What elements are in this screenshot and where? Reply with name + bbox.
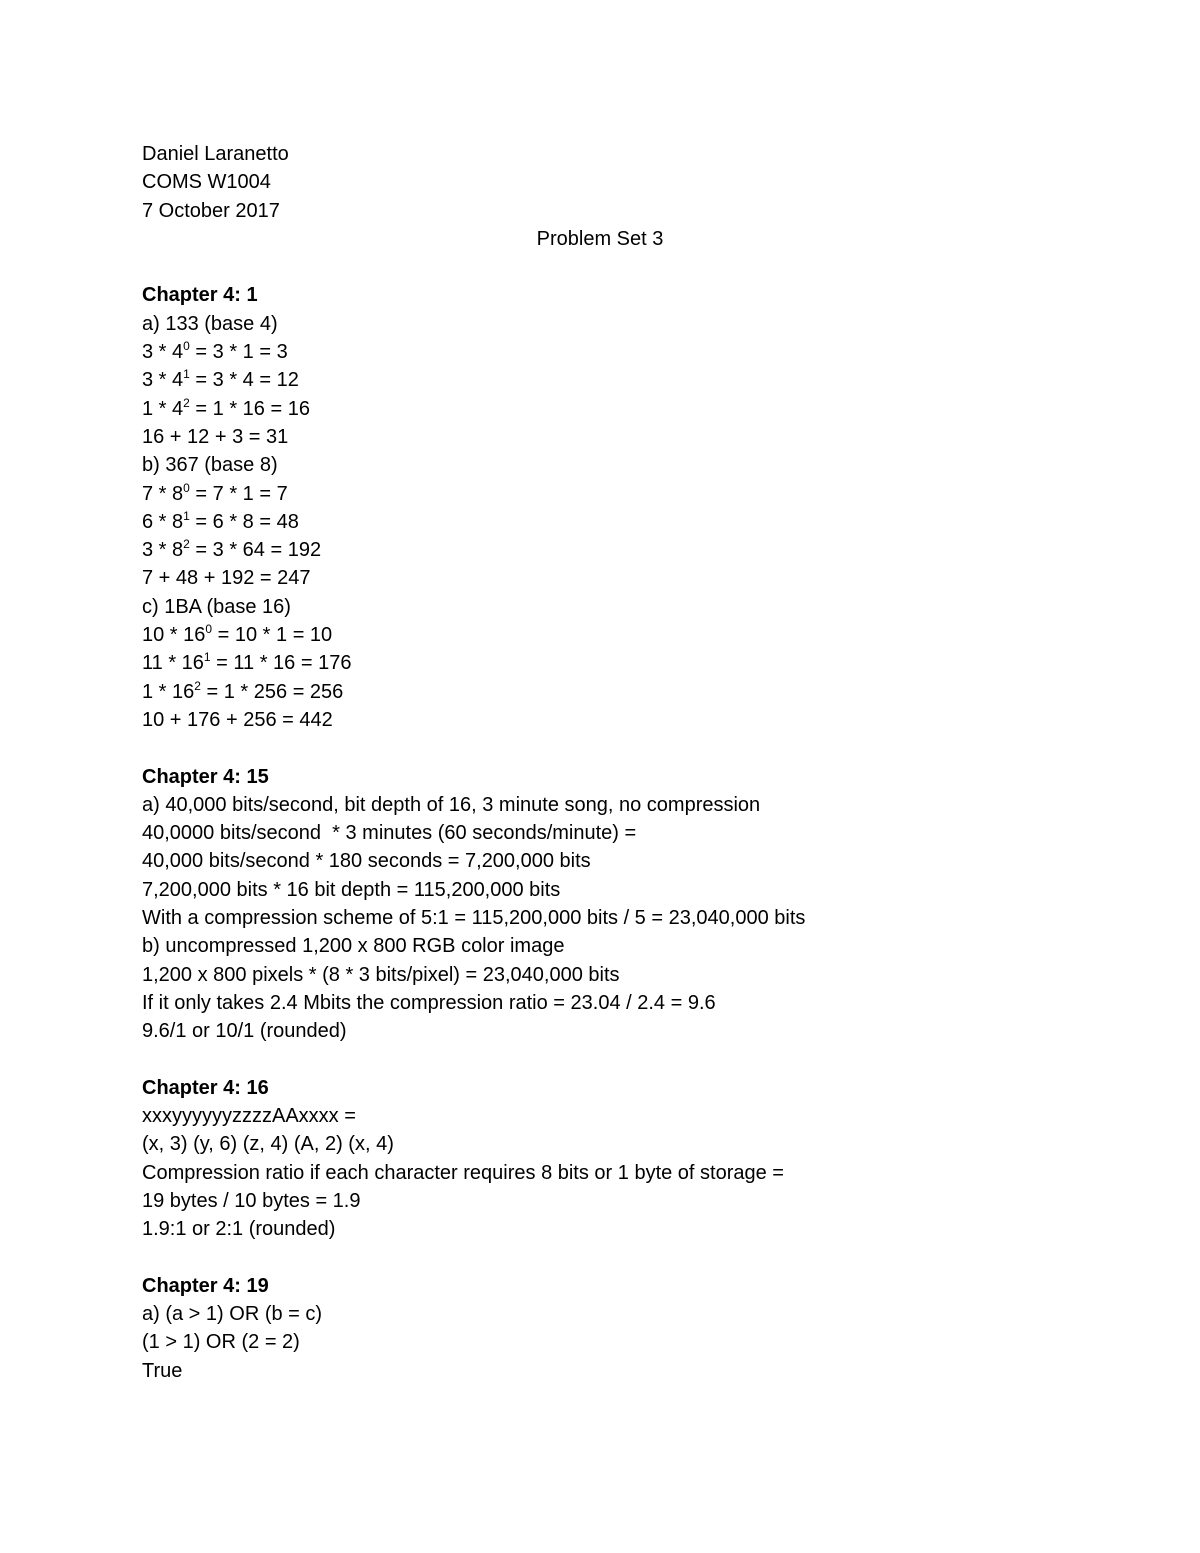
text-line [142, 1187, 1042, 1215]
text-line [142, 961, 1042, 989]
text-line [142, 480, 1042, 508]
line-text: If it only takes 2.4 Mbits the compression ratio = 23.04 / 2.4 = 9.6 [142, 991, 716, 1014]
text-line [142, 564, 1042, 592]
text-line [142, 819, 1042, 847]
line-text: 3 * 8 [142, 539, 184, 562]
exponent: 1 [183, 367, 190, 382]
text-line [142, 593, 1042, 621]
line-text: = 11 * 16 = 176 [210, 652, 352, 675]
text-line [142, 904, 1042, 932]
line-text: 7,200,000 bits * 16 bit depth = 115,200,000 bits [142, 878, 561, 901]
line-text: 1.9:1 or 2:1 (rounded) [142, 1218, 336, 1241]
line-text: 16 + 12 + 3 = 31 [142, 425, 289, 448]
text-line [142, 678, 1042, 706]
line-text: 9.6/1 or 10/1 (rounded) [142, 1020, 347, 1043]
line-text: 19 bytes / 10 bytes = 1.9 [142, 1189, 361, 1212]
line-text: a) (a > 1) OR (b = c) [142, 1303, 323, 1326]
line-text: = 3 * 1 = 3 [189, 341, 288, 364]
line-text: a) 133 (base 4) [142, 312, 278, 335]
course-code: COMS W1004 [142, 171, 271, 194]
section-1 [142, 281, 1042, 762]
line-text: 1,200 x 800 pixels * (8 * 3 bits/pixel) = 23,040,000 bits [142, 963, 620, 986]
line-text: With a compression scheme of 5:1 = 115,200,000 bits / 5 = 23,040,000 bits [142, 907, 806, 930]
line-text: = 1 * 16 = 16 [189, 397, 310, 420]
line-text: = 7 * 1 = 7 [189, 482, 288, 505]
text-line [142, 508, 1042, 536]
text-line [142, 451, 1042, 479]
section-3 [142, 1074, 1042, 1272]
line-text: b) 367 (base 8) [142, 454, 278, 477]
line-text: 10 + 176 + 256 = 442 [142, 708, 333, 731]
exponent: 1 [183, 508, 190, 523]
spacer [142, 1244, 1042, 1272]
exponent: 0 [205, 622, 213, 637]
text-line [142, 1215, 1042, 1243]
section-heading: Chapter 4: 15 [142, 765, 269, 788]
text-line [142, 310, 1042, 338]
section-2 [142, 763, 1042, 1074]
exponent: 0 [183, 339, 190, 354]
spacer [142, 734, 1042, 762]
line-text: a) 40,000 bits/second, bit depth of 16, 3 minute song, no compression [142, 793, 761, 816]
text-line [142, 423, 1042, 451]
line-text: 7 + 48 + 192 = 247 [142, 567, 311, 590]
line-text: 3 * 4 [142, 369, 184, 392]
text-line [142, 536, 1042, 564]
line-text: (1 > 1) OR (2 = 2) [142, 1331, 300, 1354]
text-line [142, 791, 1042, 819]
text-line [142, 1017, 1042, 1045]
line-text: 10 * 16 [142, 624, 206, 647]
document-body [142, 140, 1042, 1385]
line-text: 1 * 16 [142, 680, 195, 703]
spacer [142, 1046, 1042, 1074]
text-line [142, 621, 1042, 649]
text-line [142, 1300, 1042, 1328]
text-line [142, 338, 1042, 366]
author-name: Daniel Laranetto [142, 143, 289, 165]
line-text: = 10 * 1 = 10 [212, 624, 333, 647]
line-text: 7 * 8 [142, 482, 184, 505]
section-heading: Chapter 4: 16 [142, 1076, 269, 1099]
line-text: 1 * 4 [142, 397, 184, 420]
line-text: = 3 * 4 = 12 [189, 369, 299, 392]
text-line [142, 1159, 1042, 1187]
exponent: 0 [183, 480, 190, 495]
exponent: 1 [203, 650, 211, 665]
line-text: = 3 * 64 = 192 [189, 539, 322, 562]
line-text: (x, 3) (y, 6) (z, 4) (A, 2) (x, 4) [142, 1133, 394, 1156]
line-text: c) 1BA (base 16) [142, 595, 291, 618]
line-text: 11 * 16 [142, 652, 204, 675]
exponent: 2 [183, 537, 190, 552]
text-line [142, 989, 1042, 1017]
text-line [142, 395, 1042, 423]
exponent: 2 [194, 678, 201, 693]
text-line [142, 1357, 1042, 1385]
text-line [142, 1328, 1042, 1356]
exponent: 2 [183, 395, 190, 410]
line-text: 40,0000 bits/second * 3 minutes (60 seconds/minute) = [142, 822, 637, 845]
text-line [142, 649, 1042, 677]
text-line [142, 706, 1042, 734]
section-heading: Chapter 4: 19 [142, 1274, 269, 1297]
text-line [142, 932, 1042, 960]
spacer [142, 253, 1042, 281]
line-text: = 6 * 8 = 48 [189, 510, 299, 533]
line-text: 3 * 4 [142, 341, 184, 364]
line-text: = 1 * 256 = 256 [200, 680, 344, 703]
line-text: 6 * 8 [142, 510, 184, 533]
text-line [142, 847, 1042, 875]
text-line [142, 1130, 1042, 1158]
document-title: Problem Set 3 [536, 227, 664, 250]
line-text: b) uncompressed 1,200 x 800 RGB color image [142, 935, 565, 958]
line-text: True [142, 1359, 183, 1382]
text-line [142, 1102, 1042, 1130]
document-date: 7 October 2017 [142, 199, 280, 222]
section-heading: Chapter 4: 1 [142, 284, 258, 307]
line-text: 40,000 bits/second * 180 seconds = 7,200,000 bits [142, 850, 591, 873]
text-line [142, 366, 1042, 394]
sections-container [142, 281, 1042, 1385]
text-line [142, 876, 1042, 904]
line-text: xxxyyyyyyzzzzAAxxxx = [142, 1105, 356, 1128]
line-text: Compression ratio if each character requires 8 bits or 1 byte of storage = [142, 1161, 784, 1184]
section-4 [142, 1272, 1042, 1385]
